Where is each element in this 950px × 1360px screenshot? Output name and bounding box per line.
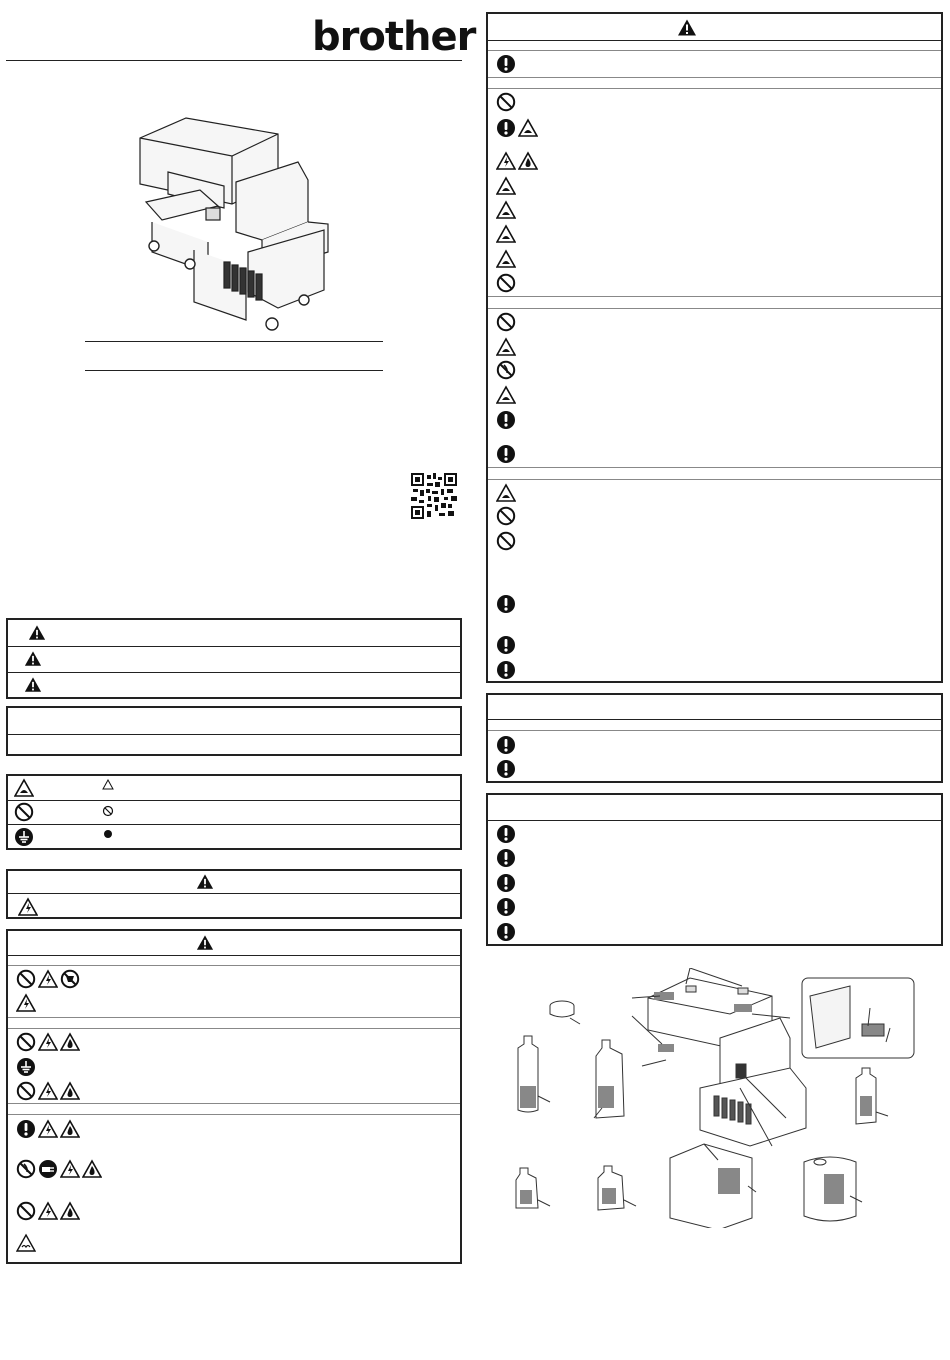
danger-box (6, 869, 462, 919)
warning-box-left (6, 929, 462, 1264)
small-prohibition-icon (102, 805, 114, 817)
shock-icon (60, 1159, 80, 1179)
warning-header-icon (196, 934, 214, 952)
label-location-diagram (490, 968, 930, 1228)
prohibition-icon (16, 1201, 36, 1221)
shock-icon (38, 1032, 58, 1052)
mandatory-icon (496, 922, 516, 942)
fire-icon (60, 1119, 80, 1139)
no-disassembly-icon (60, 969, 80, 989)
shock-icon (38, 969, 58, 989)
mandatory-icon (16, 1119, 36, 1139)
fire-icon (82, 1159, 102, 1179)
prohibition-icon (496, 92, 516, 112)
ground-icon (14, 827, 34, 847)
shock-icon (38, 1201, 58, 1221)
warning-box-right (486, 12, 943, 683)
mandatory-icon (496, 759, 516, 779)
hazard-icon (496, 385, 516, 405)
hazard-icon (496, 224, 516, 244)
printer-illustration (128, 112, 333, 340)
hazard-triangle-icon (14, 778, 34, 798)
mandatory-icon (496, 444, 516, 464)
prohibition-icon (16, 969, 36, 989)
header-rule (6, 60, 462, 61)
prohibition-icon (496, 312, 516, 332)
small-triangle-icon (102, 779, 114, 791)
no-wet-hands-icon (16, 1159, 36, 1179)
small-dot-icon (103, 829, 113, 839)
mandatory-icon (496, 54, 516, 74)
ground-icon (16, 1057, 36, 1077)
fire-icon (518, 151, 538, 171)
warning-icon (24, 650, 42, 668)
caution-box-2 (486, 793, 943, 946)
mandatory-icon (496, 824, 516, 844)
mandatory-icon (496, 735, 516, 755)
hazard-icon (496, 249, 516, 269)
fire-icon (60, 1032, 80, 1052)
mandatory-icon (496, 635, 516, 655)
no-wet-icon (496, 360, 516, 380)
brand-logo: brother (312, 14, 476, 60)
prohibition-icon (496, 506, 516, 526)
hazard-icon (496, 337, 516, 357)
fire-icon (60, 1201, 80, 1221)
shock-icon (496, 151, 516, 171)
mandatory-icon (496, 873, 516, 893)
mandatory-icon (496, 118, 516, 138)
model-rule-bottom (85, 370, 383, 371)
shock-icon (38, 1081, 58, 1101)
mandatory-icon (496, 660, 516, 680)
mandatory-icon (496, 897, 516, 917)
qr-code (411, 473, 457, 519)
prohibition-icon (496, 531, 516, 551)
shock-icon (16, 993, 36, 1013)
signal-word-table (6, 618, 462, 699)
caution-icon (24, 676, 42, 694)
prohibition-icon (14, 802, 34, 822)
fire-icon (60, 1081, 80, 1101)
prohibition-icon (16, 1081, 36, 1101)
model-rule-top (85, 341, 383, 342)
mandatory-icon (496, 848, 516, 868)
hazard-icon (518, 118, 538, 138)
unplug-icon (38, 1159, 58, 1179)
shock-icon (18, 897, 38, 917)
hazard-icon (496, 176, 516, 196)
prohibition-icon (496, 273, 516, 293)
caution-box-1 (486, 693, 943, 783)
danger-icon (28, 624, 46, 642)
info-table (6, 706, 462, 756)
prohibition-icon (16, 1032, 36, 1052)
warning-header-icon (677, 18, 697, 38)
hazard-icon (496, 483, 516, 503)
mandatory-icon (496, 410, 516, 430)
danger-header-icon (196, 873, 214, 891)
hot-surface-icon (16, 1233, 36, 1253)
symbol-legend-table (6, 774, 462, 850)
mandatory-icon (496, 594, 516, 614)
hazard-icon (496, 200, 516, 220)
shock-icon (38, 1119, 58, 1139)
